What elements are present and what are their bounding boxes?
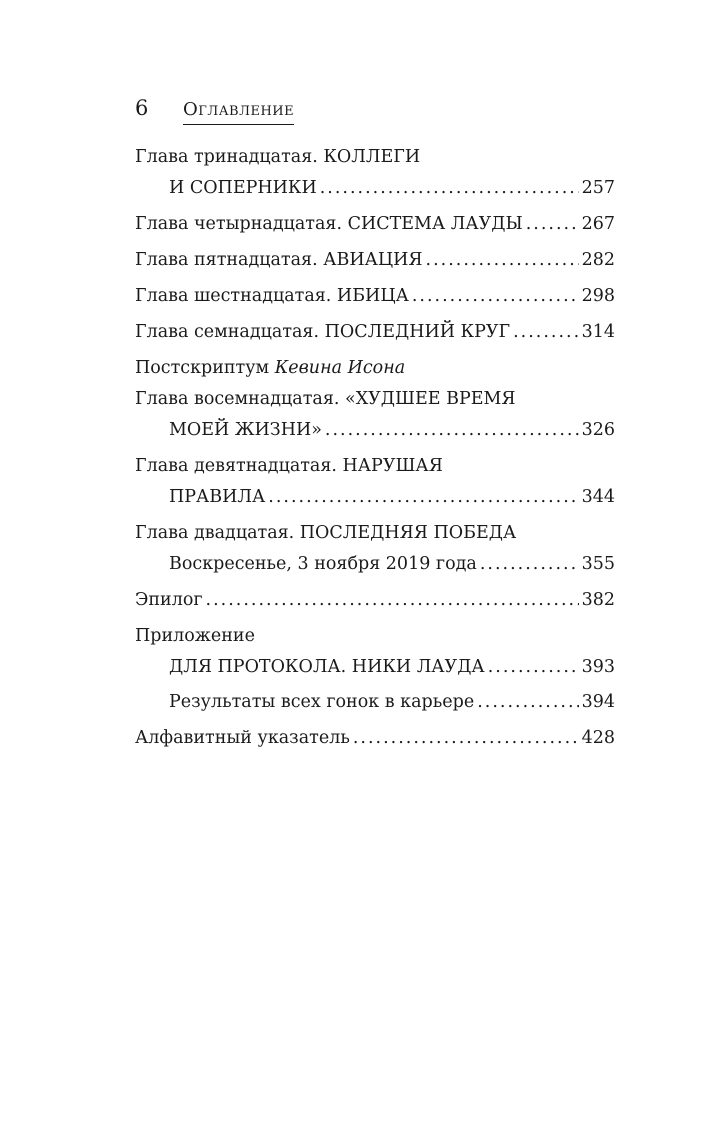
toc-entry-ch13[interactable] (135, 142, 615, 204)
leader-dots (206, 585, 579, 616)
page-number: 6 (135, 96, 149, 120)
toc-entry-title-cont: ПРАВИЛА (169, 487, 266, 507)
toc-entry-ch14[interactable] (135, 209, 615, 240)
toc-page-number: 355 (581, 554, 615, 574)
toc-page-number: 257 (581, 178, 615, 198)
leader-dots (477, 687, 578, 718)
postscript-prefix: Постскриптум (135, 358, 270, 378)
toc-entry-title: Глава семнадцатая. ПОСЛЕДНИЙ КРУГ (135, 322, 511, 342)
toc-entry-subtitle: Воскресенье, 3 ноября 2019 года (169, 554, 477, 574)
toc-page-number: 393 (581, 657, 615, 677)
toc-page-number: 394 (581, 692, 615, 712)
toc-entry-title: Алфавитный указатель (135, 728, 350, 748)
toc-entry-title: Глава тринадцатая. КОЛЛЕГИ (135, 147, 421, 167)
table-of-contents (135, 142, 615, 759)
toc-entry-index[interactable] (135, 723, 615, 754)
leader-dots (353, 723, 579, 754)
postscript-author: Кевина Исона (274, 358, 406, 378)
toc-entry-title: Глава двадцатая. ПОСЛЕДНЯЯ ПОБЕДА (135, 523, 517, 543)
toc-entry-title: Глава шестнадцатая. ИБИЦА (135, 286, 409, 306)
toc-entry-epilogue[interactable] (135, 585, 615, 616)
toc-page-number: 428 (581, 728, 615, 748)
toc-page-number: 298 (581, 286, 615, 306)
toc-section-postscript (135, 353, 615, 384)
leader-dots (480, 549, 579, 580)
toc-page-number: 326 (581, 420, 615, 440)
toc-entry-title-cont: И СОПЕРНИКИ (169, 178, 317, 198)
toc-entry-ch16[interactable] (135, 281, 615, 312)
postscript-label (135, 353, 405, 384)
toc-entry-appendix-1[interactable] (135, 652, 615, 683)
leader-dots (412, 281, 579, 312)
toc-entry-title: ДЛЯ ПРОТОКОЛА. НИКИ ЛАУДА (169, 657, 485, 677)
page-header (135, 96, 294, 125)
toc-entry-title: Глава восемнадцатая. «ХУДШЕЕ ВРЕМЯ (135, 389, 516, 409)
leader-dots (325, 415, 579, 446)
toc-page-number: 314 (581, 322, 615, 342)
running-head: Оглавление (183, 99, 294, 125)
toc-entry-ch18[interactable] (135, 384, 615, 446)
toc-entry-title-cont: МОЕЙ ЖИЗНИ» (169, 420, 322, 440)
toc-entry-title: Результаты всех гонок в карьере (169, 692, 475, 712)
leader-dots (268, 482, 578, 513)
toc-page-number: 344 (581, 487, 615, 507)
leader-dots (488, 652, 579, 683)
toc-entry-title: Глава девятнадцатая. НАРУШАЯ (135, 456, 443, 476)
toc-section-appendix (135, 621, 615, 718)
leader-dots (320, 173, 579, 204)
leader-dots (426, 245, 579, 276)
toc-entry-title: Эпилог (135, 590, 203, 610)
toc-page-number: 267 (581, 214, 615, 234)
toc-entry-ch20[interactable] (135, 518, 615, 580)
toc-entry-ch19[interactable] (135, 451, 615, 513)
leader-dots (526, 209, 579, 240)
toc-entry-appendix-2[interactable] (135, 687, 615, 718)
toc-entry-title: Глава четырнадцатая. СИСТЕМА ЛАУДЫ (135, 214, 523, 234)
toc-entry-title: Глава пятнадцатая. АВИАЦИЯ (135, 250, 423, 270)
leader-dots (513, 317, 578, 348)
toc-page-number: 382 (581, 590, 615, 610)
toc-entry-ch17[interactable] (135, 317, 615, 348)
appendix-title: Приложение (135, 626, 255, 646)
toc-entry-ch15[interactable] (135, 245, 615, 276)
toc-page-number: 282 (581, 250, 615, 270)
